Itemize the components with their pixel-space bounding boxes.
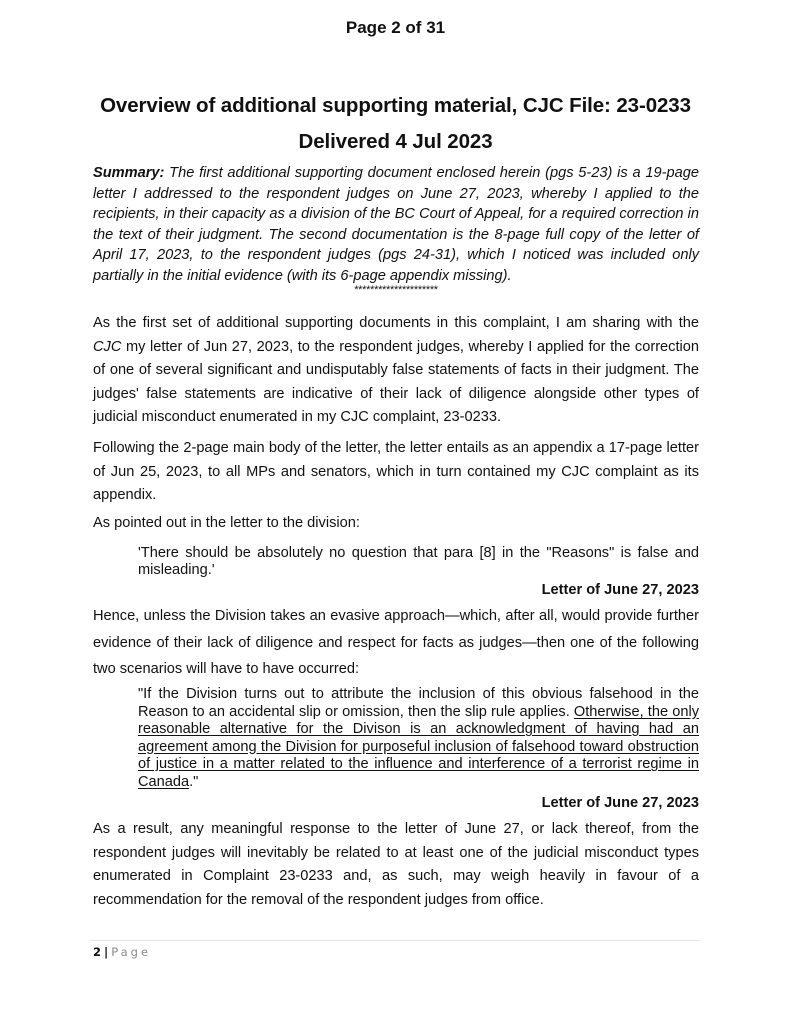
document-title: Overview of additional supporting material, CJC File: 23-0233 <box>100 94 691 117</box>
document-subtitle-date: Delivered 4 Jul 2023 <box>298 130 493 153</box>
paragraph-3: As pointed out in the letter to the division: <box>93 515 360 531</box>
quote-2-underlined: Otherwise, the only reasonable alternative for the Divison is an acknowledgment of having had an agreement among the Division for purposeful inclusion of falsehood toward obstruction of justice in a matter related to the influence and interference of a terrorist regime in Canada <box>138 703 700 790</box>
page-counter: Page 2 of 31 <box>345 18 446 37</box>
summary-text: The first additional supporting document enclosed herein (pgs 5-23) is a 19-page letter I addressed to the respondent judges on June 27, 2023, whereby I applied to the recipients, in their capacity as a division of the BC Court of Appeal, for a required correction in the text of their judgment. The second documentation is the 8-page full copy of the letter of April 17, 2023, to the respondent judges (pgs 24-31), which I noticed was included only partially in the initial evidence (with its 6-page appendix missing). <box>93 165 699 284</box>
quote-2-attribution: Letter of June 27, 2023 <box>541 795 699 811</box>
paragraph-1-cjc: CJC <box>93 338 122 355</box>
summary-block <box>93 163 699 296</box>
footer-divider <box>90 940 700 941</box>
quote-1-attribution: Letter of June 27, 2023 <box>541 582 699 598</box>
paragraph-1-start: As the first set of additional supporting documents in this complaint, I am sharing with the <box>93 315 699 331</box>
paragraph-5: As a result, any meaningful response to the letter of June 27, or lack thereof, from the respondent judges will inevitably be related to at least one of the judicial misconduct types enumerated in Complaint 23-0233 and, as such, may weigh heavily in favour of a recommendation for the removal of the respondent judges from office. <box>93 821 699 908</box>
footer-page-number: 2 <box>93 945 102 959</box>
summary-label: Summary: <box>93 165 165 181</box>
footer-separator: | <box>104 945 109 959</box>
paragraph-1-end: my letter of Jun 27, 2023, to the respondent judges, whereby I applied for the correction of one of several significant and undisputably false statements of facts in their judgment. The judges' false statements are indicative of their lack of diligence alongside other types of judicial misconduct enumerated in my CJC complaint, 23-0233. <box>93 338 699 425</box>
section-separator: ********************* <box>354 284 438 296</box>
footer-page-label: Page <box>111 945 152 959</box>
quote-2-plain: "If the Division turns out to attribute the inclusion of this obvious falsehood in the Reason to an accidental slip or omission, then the slip rule applies. <box>138 686 699 720</box>
quote-2-closing: ." <box>189 773 199 790</box>
page-footer <box>93 945 151 959</box>
block-quote-1: 'There should be absolutely no question that para [8] in the "Reasons" is false and misleading.' <box>138 545 699 578</box>
paragraph-4: Hence, unless the Division takes an evasive approach—which, after all, would provide further evidence of their lack of diligence and respect for facts as judges—then one of the following two scenarios will have to have occurred: <box>93 608 699 677</box>
block-quote-2 <box>138 686 699 791</box>
paragraph-2: Following the 2-page main body of the letter, the letter entails as an appendix a 17-page letter of Jun 25, 2023, to all MPs and senators, which in turn contained my CJC complaint as its appendix. <box>93 440 699 503</box>
paragraph-1 <box>93 312 699 430</box>
